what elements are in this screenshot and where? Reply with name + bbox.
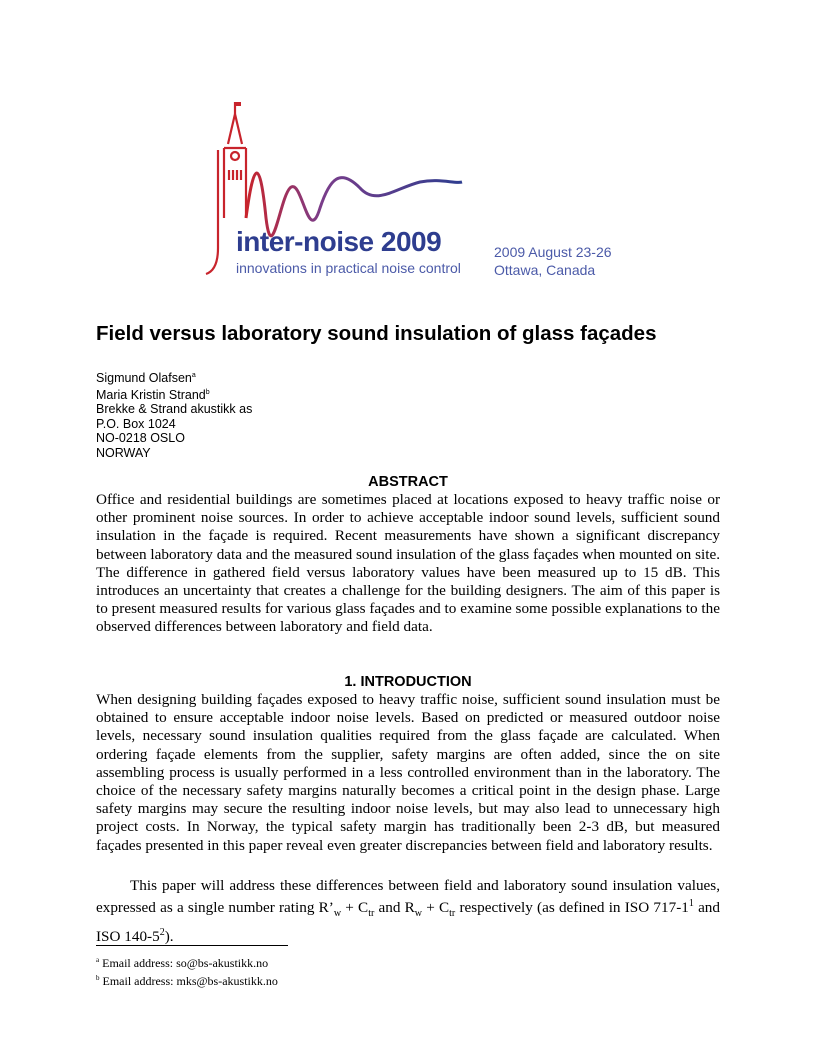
author-name: Sigmund Olafsen xyxy=(96,371,192,386)
text-run: ). xyxy=(164,927,174,945)
conference-logo xyxy=(200,98,630,288)
footnote-mark: a xyxy=(96,956,100,964)
introduction-paragraph-2 xyxy=(96,877,720,946)
author-1 xyxy=(96,369,252,386)
abstract-text: Office and residential buildings are sometimes placed at locations exposed to heavy traffic noise or other prominent noise sources. In order to achieve acceptable indoor sound levels, sufficient sound insulation in the façade is required. Recent measurements have shown a significant discrepancy between laboratory data and the measured sound insulation of the glass façades when mounted on site. The difference in gathered field versus laboratory values have been measured up to 15 dB. This introduces an uncertainty that creates a challenge for the building designers. The aim of this paper is to present measured results for various glass façades and to examine some possible explanations to the observed differences between laboratory and field data. xyxy=(96,491,720,636)
text-run: respectively (as defined in ISO 717-1 xyxy=(455,899,689,917)
subscript: w xyxy=(333,908,342,920)
author-mark: b xyxy=(205,388,210,396)
affiliation-line: Brekke & Strand akustikk as xyxy=(96,402,253,417)
address-line: P.O. Box 1024 xyxy=(96,416,176,431)
footnote-mark: b xyxy=(96,974,100,982)
subscript: tr xyxy=(449,908,456,920)
text-run: and ISO 140-5 xyxy=(96,899,720,945)
footnote-text: Email address: mks@bs-akustikk.no xyxy=(99,974,278,988)
abstract-heading: ABSTRACT xyxy=(368,474,448,490)
reference-number: 2 xyxy=(159,926,165,938)
footnote-text: Email address: so@bs-akustikk.no xyxy=(99,956,269,970)
subscript: tr xyxy=(368,908,375,920)
text-run: + C xyxy=(341,899,369,917)
footnotes xyxy=(96,953,278,989)
text-run: and R xyxy=(374,899,415,917)
footnote xyxy=(96,971,278,989)
text-run: This paper will address these differences between field and laboratory sound insulation values, expressed as a single number rating R’ xyxy=(96,877,720,917)
text-run: + C xyxy=(422,899,450,917)
author-2 xyxy=(96,386,252,403)
subscript: w xyxy=(414,908,423,920)
author-block xyxy=(96,369,252,460)
address-line: NO-0218 OSLO xyxy=(96,431,185,446)
reference-number: 1 xyxy=(688,898,694,910)
author-mark: a xyxy=(191,372,196,379)
footnote-divider xyxy=(96,945,288,946)
footnote xyxy=(96,953,278,971)
conference-place: Ottawa, Canada xyxy=(494,262,596,278)
logo-brand-text: inter-noise 2009 xyxy=(236,226,442,257)
paper-title: Field versus laboratory sound insulation of glass façades xyxy=(96,322,657,345)
logo-tagline: innovations in practical noise control xyxy=(236,260,461,276)
address-line: NORWAY xyxy=(96,445,151,460)
introduction-paragraph-1: When designing building façades exposed to heavy traffic noise, sufficient sound insulation must be obtained to ensure acceptable indoor noise levels. Based on predicted or measured outdoor noise levels, necessary sound insulation qualities required from the glass façade are calculated. When ordering façade elements from the supplier, safety margins are often added, since the on site assembling process is usually performed in a less controlled environment than in the laboratory. The choice of the necessary safety margins naturally becomes a critical point in the design phase. Large safety margins may secure the resulting indoor noise levels, but may also lead to unnecessary high project costs. In Norway, the typical safety margin has traditionally been 2-3 dB, but measured façades presented in this paper reveal even greater discrepancies between field and laboratory results. xyxy=(96,691,720,854)
author-name: Maria Kristin Strand xyxy=(96,387,206,402)
introduction-heading: 1. INTRODUCTION xyxy=(344,674,472,690)
conference-date: 2009 August 23-26 xyxy=(494,244,612,260)
